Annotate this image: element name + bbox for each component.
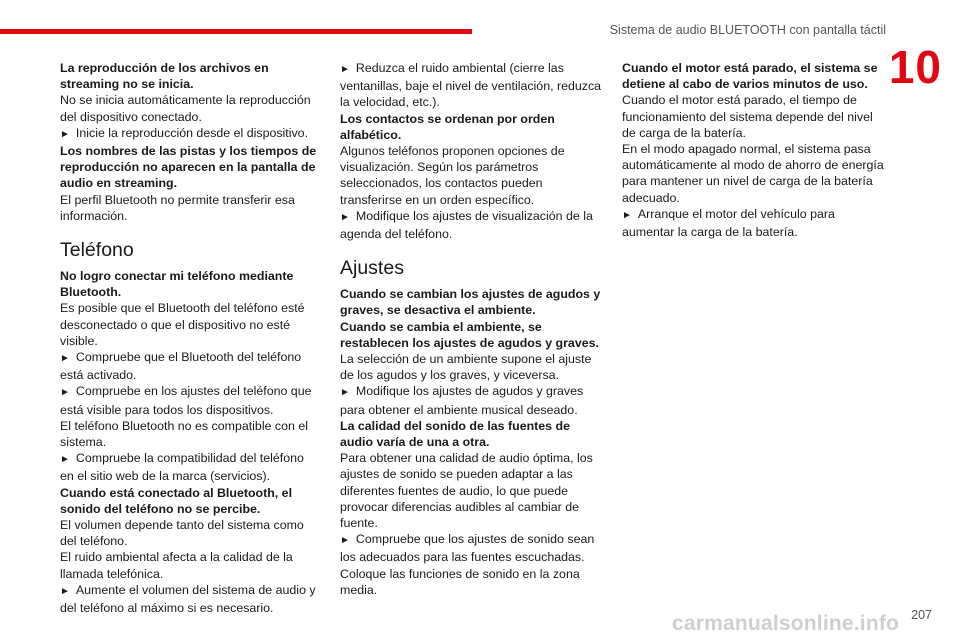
problem-question: Cuando se cambian los ajustes de agudos y graves, se desactiva el ambiente.: [340, 287, 601, 318]
explanation-text: La selección de un ambiente supone el ajuste de los agudos y los graves, y viceversa.: [340, 352, 592, 383]
action-step-text: Compruebe que el Bluetooth del teléfono está activado.: [60, 350, 302, 383]
arrow-bullet-icon: ►: [60, 128, 70, 140]
text-column-2: [340, 60, 606, 598]
page-number: 207: [911, 608, 932, 622]
action-step: [340, 208, 606, 242]
action-step: [60, 125, 320, 143]
action-step-text: Modifique los ajustes de agudos y graves para obtener el ambiente musical deseado.: [340, 384, 584, 417]
action-step-text: Compruebe en los ajustes del teléfono que está visible para todos los dispositivos.: [60, 384, 312, 417]
action-step-text: Arranque el motor del vehículo para aumentar la carga de la batería.: [622, 206, 835, 240]
action-step: [60, 582, 320, 616]
problem-question: Los contactos se ordenan por orden alfabético.: [340, 111, 555, 142]
action-step-text: Aumente el volumen del sistema de audio y del teléfono al máximo si es necesario.: [60, 582, 316, 616]
chapter-number: 10: [888, 41, 942, 93]
explanation-text: El teléfono Bluetooth no es compatible con el sistema.: [60, 418, 308, 450]
arrow-bullet-icon: ►: [60, 454, 70, 466]
action-step: [60, 349, 320, 383]
text-column-1: [60, 60, 320, 616]
problem-question: Cuando está conectado al Bluetooth, el sonido del teléfono no se percibe.: [60, 485, 293, 516]
section-heading: Teléfono: [60, 239, 134, 262]
explanation-text: Cuando el motor está parado, el tiempo de funcionamiento del sistema depende del nivel de carga de la batería.: [622, 93, 873, 140]
arrow-bullet-icon: ►: [622, 209, 632, 221]
section-title: Sistema de audio BLUETOOTH con pantalla táctil: [609, 23, 886, 37]
arrow-bullet-icon: ►: [340, 387, 350, 399]
action-step: [340, 60, 606, 111]
explanation-text: El ruido ambiental afecta a la calidad de la llamada telefónica.: [60, 550, 293, 581]
arrow-bullet-icon: ►: [340, 64, 350, 75]
problem-question: No logro conectar mi teléfono mediante Bluetooth.: [60, 269, 294, 300]
arrow-bullet-icon: ►: [60, 387, 70, 399]
action-step: [340, 531, 606, 598]
problem-question: Cuando se cambia el ambiente, se restablecen los ajustes de agudos y graves.: [340, 319, 599, 350]
explanation-text: En el modo apagado normal, el sistema pasa automáticamente al modo de ahorro de energía para mantener un nivel de carga de la batería adecuado.: [622, 142, 884, 205]
problem-question: La calidad del sonido de las fuentes de audio varía de una a otra.: [340, 418, 570, 450]
watermark: carmanualsonline.info: [672, 612, 900, 635]
problem-question: Cuando el motor está parado, el sistema se detiene al cabo de varios minutos de uso.: [622, 61, 878, 92]
section-heading: Ajustes: [340, 257, 404, 280]
action-step: [60, 383, 320, 417]
action-step-text: Modifique los ajustes de visualización de la agenda del teléfono.: [340, 208, 593, 242]
action-step-text: Compruebe la compatibilidad del teléfono en el sitio web de la marca (servicios).: [60, 451, 304, 484]
action-step-text: Reduzca el ruido ambiental (cierre las ventanillas, baje el nivel de ventilación, reduzca la velocidad, etc.).: [340, 61, 602, 110]
arrow-bullet-icon: ►: [60, 353, 70, 365]
explanation-text: El volumen depende tanto del sistema como del teléfono.: [60, 518, 304, 549]
problem-question: La reproducción de los archivos en streaming no se inicia.: [60, 61, 269, 92]
explanation-text: No se inicia automáticamente la reproducción del dispositivo conectado.: [60, 93, 311, 124]
action-step: [60, 450, 320, 484]
header-accent-bar: [0, 29, 472, 34]
arrow-bullet-icon: ►: [60, 585, 70, 597]
arrow-bullet-icon: ►: [340, 535, 350, 547]
arrow-bullet-icon: ►: [340, 211, 350, 223]
problem-question: Los nombres de las pistas y los tiempos de reproducción no aparecen en la pantalla de audio en streaming.: [60, 144, 317, 191]
explanation-text: Algunos teléfonos proponen opciones de visualización. Según los parámetros seleccionados, los contactos pueden transferirse en un orden específico.: [340, 144, 565, 207]
action-step-text: Inicie la reproducción desde el dispositivo.: [75, 125, 309, 140]
action-step: [340, 383, 606, 417]
explanation-text: Para obtener una calidad de audio óptima, los ajustes de sonido se pueden adaptar a las diferentes fuentes de audio, lo que puede provocar diferencias audibles al cambiar de fuente.: [340, 451, 593, 531]
explanation-text: El perfil Bluetooth no permite transferir esa información.: [60, 192, 295, 223]
action-step-text: Compruebe que los ajustes de sonido sean los adecuados para las fuentes escuchadas. Coloque las funciones de sonido en la zona media.: [340, 532, 595, 597]
explanation-text: Es posible que el Bluetooth del teléfono esté desconectado o que el dispositivo no esté visible.: [60, 301, 305, 348]
text-column-3: [622, 60, 888, 240]
action-step: [622, 206, 888, 240]
